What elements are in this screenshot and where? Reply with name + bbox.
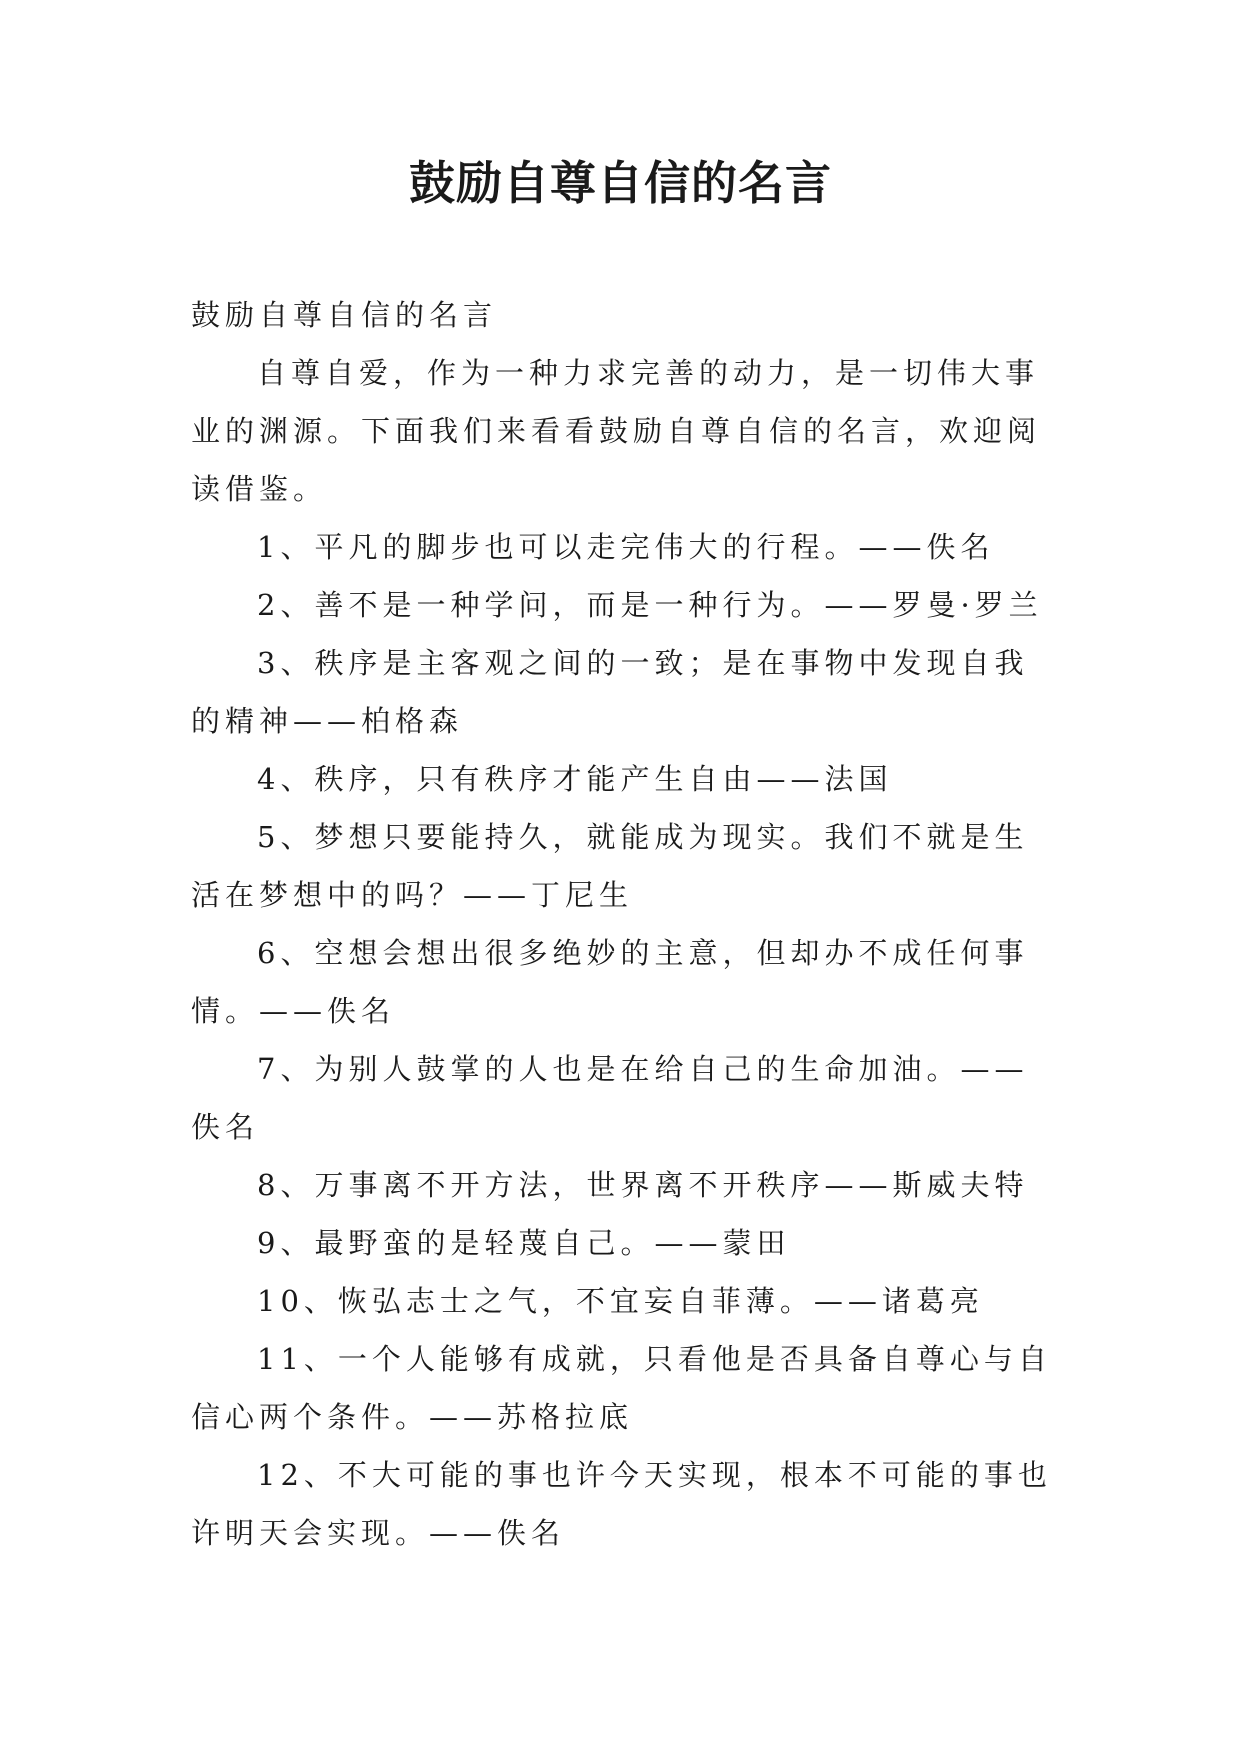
quote-item: 6、空想会想出很多绝妙的主意，但却办不成任何事情。——佚名 [191,936,1029,1028]
quote-item: 2、善不是一种学问，而是一种行为。——罗曼·罗兰 [257,588,1043,622]
quote-item: 3、秩序是主客观之间的一致；是在事物中发现自我的精神——柏格森 [191,646,1029,738]
quote-item: 12、不大可能的事也许今天实现，根本不可能的事也许明天会实现。——佚名 [191,1458,1052,1550]
document-body [191,286,1061,1562]
quote-item: 11、一个人能够有成就，只看他是否具备自尊心与自信心两个条件。——苏格拉底 [191,1342,1052,1434]
quote-item: 8、万事离不开方法，世界离不开秩序——斯威夫特 [257,1168,1029,1202]
intro-paragraph: 自尊自爱，作为一种力求完善的动力，是一切伟大事业的渊源。下面我们来看看鼓励自尊自信的名言，欢迎阅读借鉴。 [191,356,1042,506]
section-heading: 鼓励自尊自信的名言 [191,298,498,332]
quote-item: 9、最野蛮的是轻蔑自己。——蒙田 [257,1226,791,1260]
quote-item: 4、秩序，只有秩序才能产生自由——法国 [257,762,893,796]
document-title: 鼓励自尊自信的名言 [409,156,832,210]
quote-item: 10、恢弘志士之气，不宜妄自菲薄。——诸葛亮 [257,1284,984,1318]
quote-item: 7、为别人鼓掌的人也是在给自己的生命加油。——佚名 [191,1052,1029,1144]
quote-item: 5、梦想只要能持久，就能成为现实。我们不就是生活在梦想中的吗？——丁尼生 [191,820,1029,912]
quote-item: 1、平凡的脚步也可以走完伟大的行程。——佚名 [257,530,995,564]
